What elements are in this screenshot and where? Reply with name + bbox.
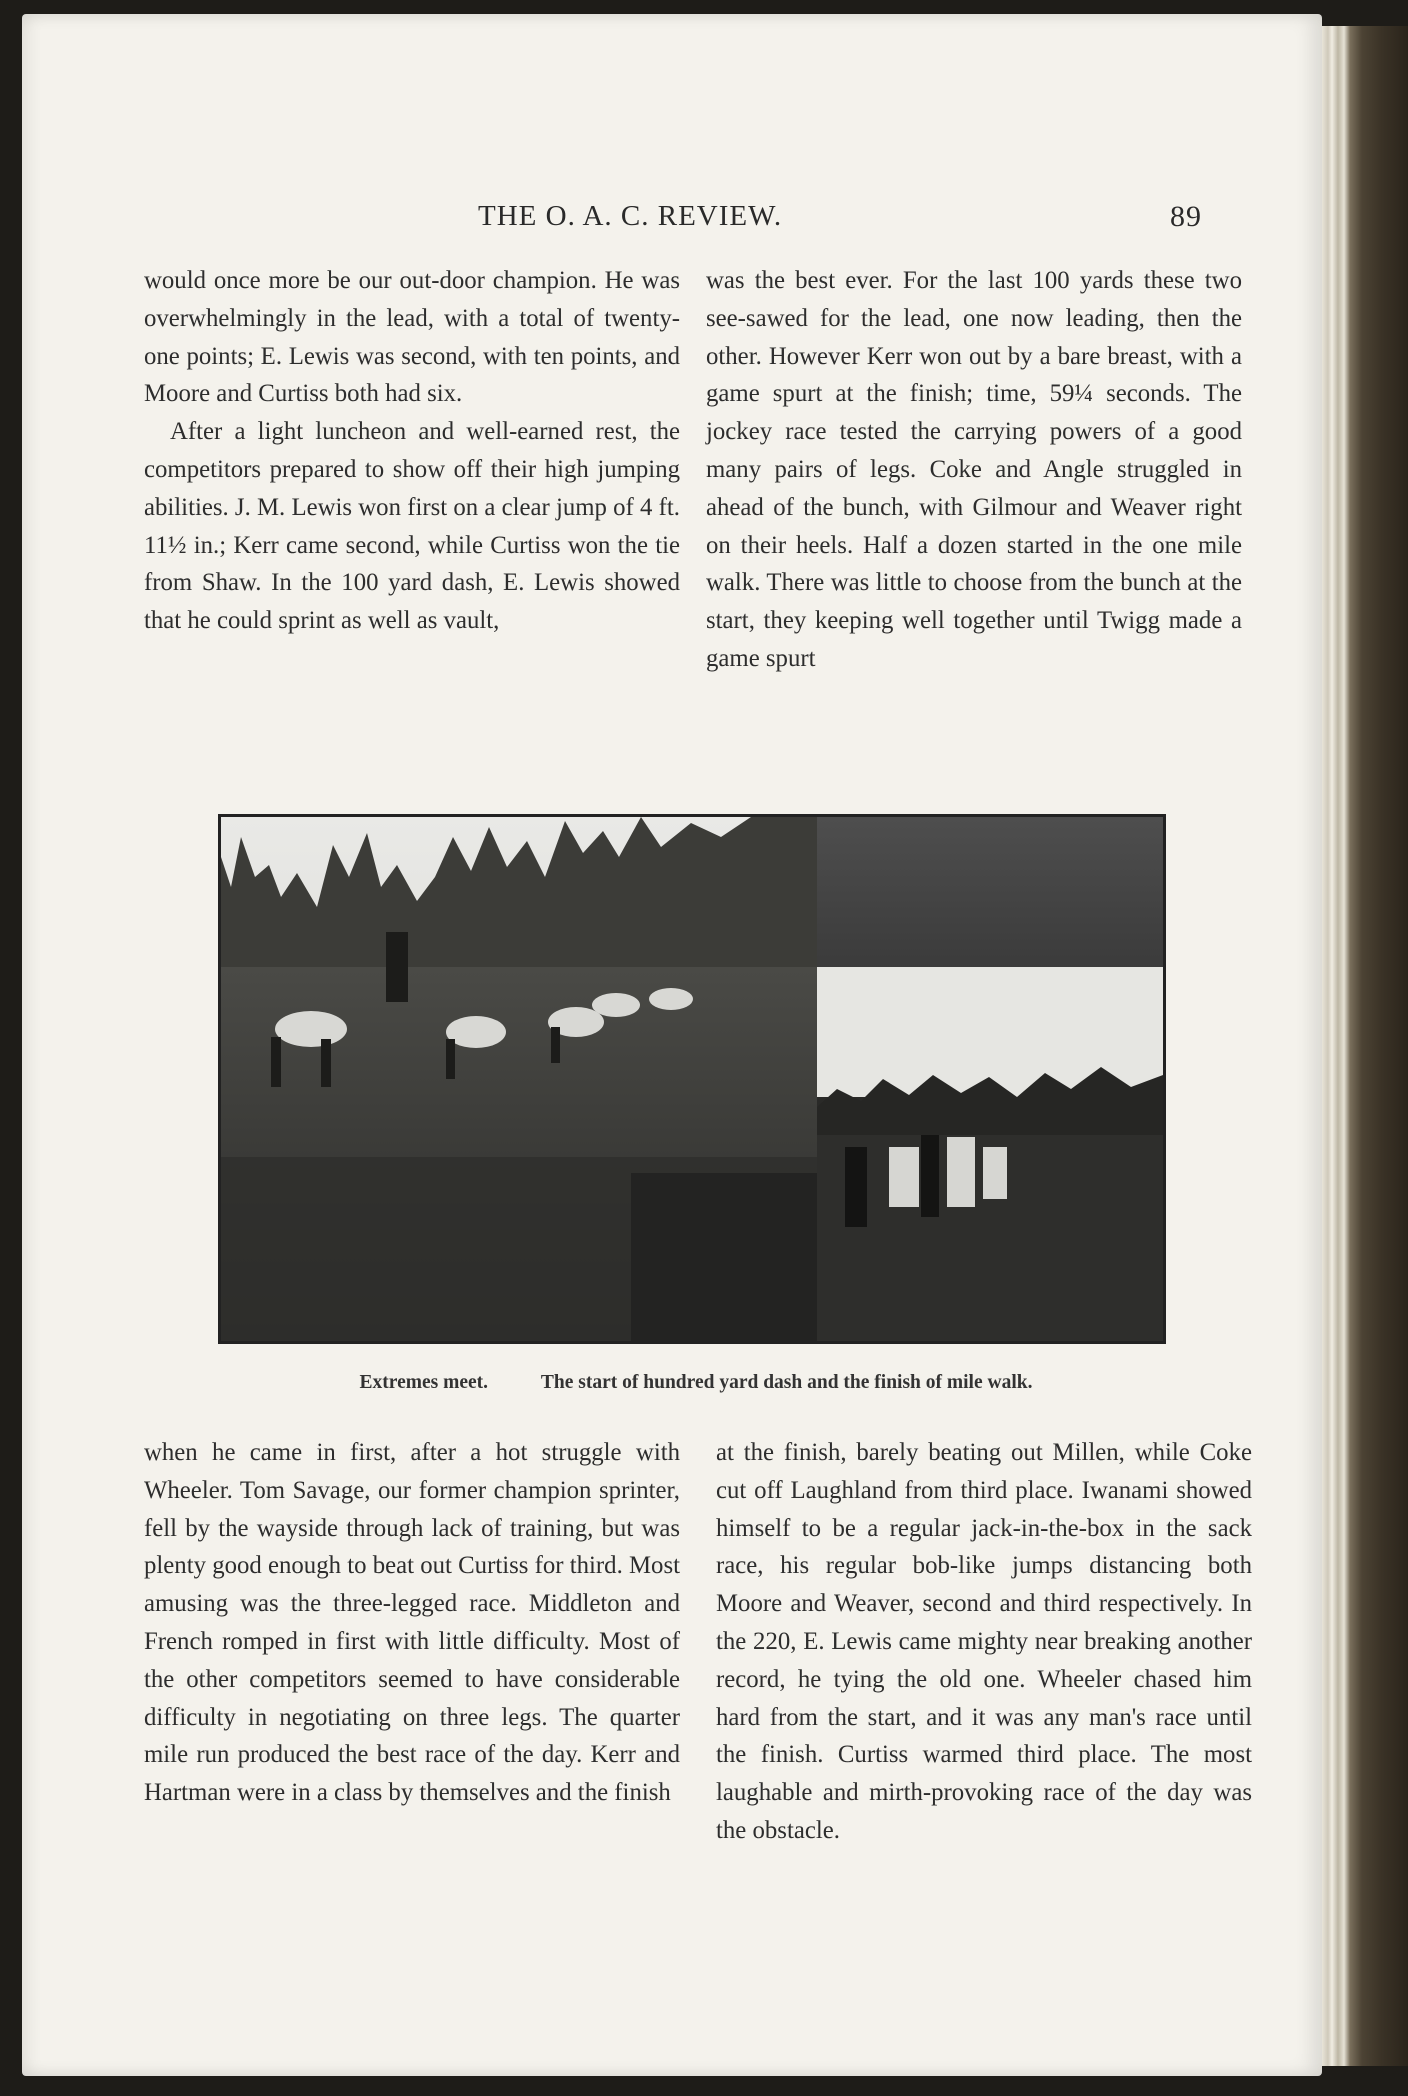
- column-lower-left: [144, 1434, 680, 1812]
- column-upper-right: [706, 262, 1242, 678]
- caption-text: The start of hundred yard dash and the finish of mile walk.: [540, 1372, 1033, 1393]
- book-page-edges: [1322, 26, 1408, 2066]
- race-photograph: [218, 814, 1166, 1344]
- paragraph: when he came in first, after a hot struggle with Wheeler. Tom Savage, our former champion sprinter, fell by the wayside through lack of training, but was plenty good enough to beat out Curtiss for third. Most amusing was the three-legged race. Middleton and French romped in first with little difficulty. Most of the other competitors seemed to have considerable difficulty in negotiating on three legs. The quarter mile run produced the best race of the day. Kerr and Hartman were in a class by themselves and the finish: [144, 1439, 680, 1807]
- column-lower-right: [716, 1434, 1252, 1850]
- paragraph: After a light luncheon and well-earned rest, the competitors prepared to show off their high jumping abilities. J. M. Lewis won first on a clear jump of 4 ft. 11½ in.; Kerr came second, while Curtiss won the tie from Shaw. In the 100 yard dash, E. Lewis showed that he could sprint as well as vault,: [144, 418, 680, 635]
- photo-collage: [221, 817, 1163, 1341]
- column-upper-left: [144, 262, 680, 640]
- page-number: 89: [1170, 200, 1202, 233]
- journal-title: THE O. A. C. REVIEW.: [478, 200, 783, 232]
- paragraph: was the best ever. For the last 100 yards these two see-sawed for the lead, one now leading, then the other. However Kerr won out by a bare breast, with a game spurt at the finish; time, 59¼ seconds. The jockey race tested the carrying powers of a good many pairs of legs. Coke and Angle struggled in ahead of the bunch, with Gilmour and Weaver right on their heels. Half a dozen started in the one mile walk. There was little to choose from the bunch at the start, they keeping well together until Twigg made a game spurt: [706, 267, 1242, 672]
- caption-title: Extremes meet.: [359, 1372, 489, 1393]
- book-page: [22, 14, 1322, 2076]
- figure-caption: [22, 1372, 1322, 1394]
- paragraph: at the finish, barely beating out Millen, while Coke cut off Laughland from third place. Iwanami showed himself to be a regular jack-in-the-box in the sack race, his regular bob-like jumps distancing both Moore and Weaver, second and third respectively. In the 220, E. Lewis came mighty near breaking another record, he tying the old one. Wheeler chased him hard from the start, and it was any man's race until the finish. Curtiss warmed third place. The most laughable and mirth-provoking race of the day was the obstacle.: [716, 1439, 1252, 1844]
- paragraph: would once more be our out-door champion. He was overwhelmingly in the lead, with a total of twenty-one points; E. Lewis was second, with ten points, and Moore and Curtiss both had six.: [144, 267, 680, 408]
